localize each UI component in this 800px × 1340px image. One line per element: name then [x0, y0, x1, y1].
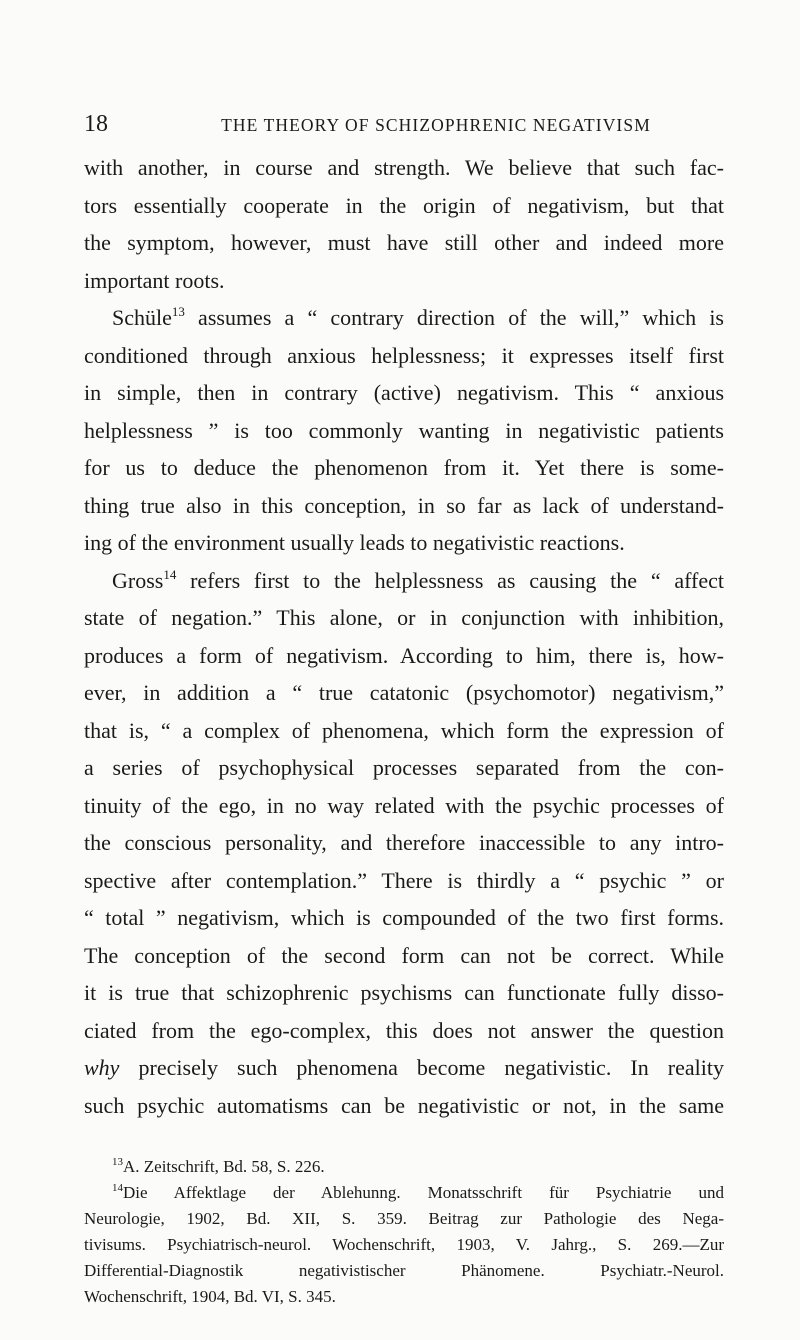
footnote-14 — [84, 1180, 724, 1206]
text-span: assumes a “ contrary direction of the will,” which is — [184, 305, 724, 330]
text-line: the symptom, however, must have still other and indeed more — [84, 230, 724, 255]
footnotes — [84, 1154, 724, 1310]
text-span: refers first to the helplessness as causing the “ affect — [176, 567, 724, 593]
footnote-text: Die Affektlage der Ablehunng. Monatsschrift für Psychiatrie und — [123, 1183, 724, 1202]
running-head: THE THEORY OF SCHIZOPHRENIC NEGATIVISM — [221, 115, 651, 135]
footnote-line: Wochenschrift, 1904, Bd. VI, S. 345. — [84, 1287, 336, 1306]
emphasis: why — [84, 1055, 120, 1080]
text-line: for us to deduce the phenomenon from it. Yet there is some- — [84, 455, 724, 480]
text-line: ciated from the ego-complex, this does not answer the question — [84, 1017, 724, 1043]
footnote-ref-13: 13 — [171, 304, 185, 319]
text-line: The conception of the second form can not be correct. While — [84, 942, 724, 968]
text-line: tinuity of the ego, in no way related with the psychic processes of — [84, 792, 724, 818]
text-line: ever, in addition a “ true catatonic (psychomotor) negativism,” — [84, 680, 724, 705]
footnote-line: Differential-Diagnostik negativistischer Phänomene. Psychiatr.-Neurol. — [84, 1261, 724, 1280]
text-line: that is, “ a complex of phenomena, which form the expression of — [84, 717, 724, 743]
author-name: Schüle — [112, 305, 172, 330]
body-text — [84, 149, 724, 1124]
text-line: ing of the environment usually leads to negativistic reactions. — [84, 530, 625, 555]
page-header — [84, 109, 724, 139]
text-line: it is true that schizophrenic psychisms can functionate fully disso- — [84, 980, 724, 1005]
footnote-marker: 13 — [112, 1156, 123, 1168]
footnote-text: A. Zeitschrift, Bd. 58, S. 226. — [123, 1157, 325, 1176]
footnote-marker: 14 — [112, 1182, 123, 1194]
text-line: helplessness ” is too commonly wanting in negativistic patients — [84, 417, 724, 443]
text-line: thing true also in this conception, in so far as lack of understand- — [84, 492, 724, 518]
text-line: spective after contemplation.” There is thirdly a “ psychic ” or — [84, 867, 724, 893]
text-line — [84, 299, 724, 337]
text-line: conditioned through anxious helplessness; it expresses itself first — [84, 342, 724, 368]
footnote-line: Neurologie, 1902, Bd. XII, S. 359. Beitrag zur Pathologie des Nega- — [84, 1209, 724, 1228]
footnote-13 — [84, 1154, 724, 1180]
author-name: Gross — [112, 567, 164, 593]
text-line: important roots. — [84, 267, 225, 293]
text-line — [84, 562, 724, 600]
text-line: state of negation.” This alone, or in conjunction with inhibition, — [84, 605, 724, 630]
text-line: such psychic automatisms can be negativistic or not, in the same — [84, 1092, 724, 1118]
footnote-line: tivisums. Psychiatrisch-neurol. Wochenschrift, 1903, V. Jahrg., S. 269.—Zur — [84, 1235, 724, 1254]
text-line: in simple, then in contrary (active) negativism. This “ anxious — [84, 380, 724, 405]
footnote-ref-14: 14 — [163, 566, 177, 582]
text-line: tors essentially cooperate in the origin of negativism, but that — [84, 192, 724, 218]
text-line: produces a form of negativism. According to him, there is, how- — [84, 642, 724, 668]
text-line: the conscious personality, and therefore inaccessible to any intro- — [84, 830, 724, 855]
text-line: “ total ” negativism, which is compounded of the two first forms. — [84, 905, 724, 930]
page-number: 18 — [84, 111, 108, 137]
text-line: with another, in course and strength. We believe that such fac- — [84, 155, 724, 180]
text-line — [84, 1049, 724, 1087]
text-span: precisely such phenomena become negativistic. In reality — [119, 1055, 724, 1080]
text-line: a series of psychophysical processes separated from the con- — [84, 755, 724, 780]
